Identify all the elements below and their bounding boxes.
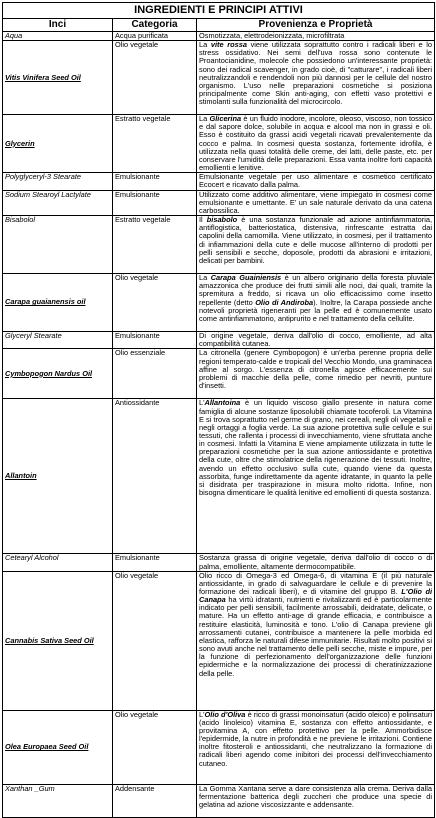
highlighted-term: L'Olio di Canapa <box>199 586 433 605</box>
table-row <box>3 274 435 332</box>
ingredients-page <box>2 2 434 818</box>
column-header-provenienza: Provenienza e Proprietà <box>197 19 435 32</box>
category-cell: Estratto vegetale <box>113 115 197 173</box>
category-cell: Olio essenziale <box>113 349 197 399</box>
inci-cell: Aqua <box>3 32 113 41</box>
description-cell: La Carapa Guainiensis è un albero originario della foresta pluviale amazzonica che produce dei frutti simili alle noci, dai quali, tramite la spremitura a freddo, si ricava un olio efficacissimo come insetto repellente (detto Olio di Andiroba). Inoltre, la Carapa possiede anche notevoli proprietà rigeneranti per la pelle ed è comunemente usato come antinfiammatorio, antiprurito e nel trattamento della cellulite. <box>197 274 435 332</box>
table-row <box>3 571 435 710</box>
inci-cell: Carapa guaianensis oil <box>3 274 113 332</box>
highlighted-term: vite rossa <box>210 40 247 50</box>
category-cell: Emulsionante <box>113 332 197 349</box>
inci-cell: Allantoin <box>3 399 113 554</box>
highlighted-term: Carapa Guainiensis <box>210 273 282 283</box>
table-row <box>3 784 435 817</box>
description-cell: Utilizzato come additivo alimentare, viene impiegato in cosmesi come emulsionante e umettante. E' un sale naturale derivato da una catena carbossilica. <box>197 190 435 215</box>
table-row <box>3 554 435 571</box>
description-cell: La Gomma Xantana serve a dare consistenza alla crema. Deriva dalla fermentazione batterica degli zuccheri che produce una specie di gelatina ad azione viscosizzante e addensante. <box>197 784 435 817</box>
table-row <box>3 41 435 115</box>
category-cell: Estratto vegetale <box>113 216 197 274</box>
inci-cell: Olea Europaea Seed Oil <box>3 710 113 784</box>
table-row <box>3 190 435 215</box>
description-cell: Il bisabolo è una sostanza funzionale ad azione antinfiammatoria, antiflogistica, batteriostatica, distensiva, rinfrescante estratta dai capolini della camomilla. Viene utilizzato, in cosmesi, per il trattamento di infiammazioni della cute e delle mucose all'interno di prodotti per pelli sensibili e secche, doposole, prodotti da abrasioni e irritazioni, delicati per bambini. <box>197 216 435 274</box>
table-title: INGREDIENTI E PRINCIPI ATTIVI <box>3 3 435 19</box>
header-row <box>3 19 435 32</box>
inci-cell: Cymbopogon Nardus Oil <box>3 349 113 399</box>
inci-cell: Xanthan _Gum <box>3 784 113 817</box>
highlighted-term: bisabolo <box>206 215 238 225</box>
inci-cell: Sodium Stearoyl Lactylate <box>3 190 113 215</box>
inci-cell: Glyceryl Stearate <box>3 332 113 349</box>
highlighted-term: Allantoina <box>204 398 241 408</box>
category-cell: Olio vegetale <box>113 41 197 115</box>
table-row <box>3 399 435 554</box>
table-row <box>3 115 435 173</box>
description-cell: L'Olio d'Oliva è ricco di grassi monoinsaturi (acido oleico) e polinsaturi (acido linoleico) vitamina E, sostanza con effetto antiossidante, e provitamina A, con effetto protettivo per la pelle. Ammorbidisce l'epidermide, la nutre in profondità e ne previene le irritazioni. Contiene inoltre fitosteroli e antiossidanti, che neutralizzano la formazione di radicali liberi agendo come inibitori dei processi dell'invecchiamento cutaneo. <box>197 710 435 784</box>
category-cell: Olio vegetale <box>113 571 197 710</box>
column-header-inci: Inci <box>3 19 113 32</box>
ingredients-body <box>3 32 435 818</box>
table-row <box>3 173 435 190</box>
description-cell: Di origine vegetale, deriva dall'olio di cocco, emolliente, ad alta compatibilità cutanea. <box>197 332 435 349</box>
title-row <box>3 3 435 19</box>
ingredients-table <box>2 2 435 818</box>
category-cell: Olio vegetale <box>113 274 197 332</box>
highlighted-term: Glicerina <box>209 114 242 124</box>
category-cell: Emulsionante <box>113 190 197 215</box>
description-cell: Sostanza grassa di origine vegetale, deriva dall'olio di cocco o di palma, emolliente, altamente dermocompatibile. <box>197 554 435 571</box>
category-cell: Antiossidante <box>113 399 197 554</box>
description-cell: Emulsionante vegetale per uso alimentare e cosmetico certificato Ecocert e ricavato dalla palma. <box>197 173 435 190</box>
description-cell: La Glicerina è un fluido inodore, incolore, oleoso, viscoso, non tossico e dal sapore dolce, solubile in acqua e alcool ma non in grassi e oli. Esso è costituito da grassi acidi vegetali ricavati prevalentemente da cocco e palma. In cosmesi questa sostanza, fortemente idrofila, è utilizzata nella quasi totalità delle creme, dei latti, delle paste, etc. per conservare l'umidità delle preparazioni. Essa vanta inoltre forti capacità emollienti e lenitive. <box>197 115 435 173</box>
inci-cell: Cannabis Sativa Seed Oil <box>3 571 113 710</box>
category-cell: Acqua purificata <box>113 32 197 41</box>
inci-cell: Bisabolol <box>3 216 113 274</box>
table-row <box>3 332 435 349</box>
inci-cell: Glycerin <box>3 115 113 173</box>
inci-cell: Polyglyceryl-3 Stearate <box>3 173 113 190</box>
table-row <box>3 216 435 274</box>
category-cell: Addensante <box>113 784 197 817</box>
description-cell: La vite rossa viene utilizzata soprattutto contro i radicali liberi e lo stress ossidativo. Nei semi dell'uva rossa sono contenute le Proantocianidine, molecole che possiedono un'interessante proprietà: sono dei radical scavenger, in grado cioè, di "catturare", i radicali liberi neutralizzandoli e rendendoli non più dannosi per le cellule del nostro organismo. L'uso nelle preparazioni cosmetiche si posiziona principalmente come Skin anti-aging, con effetti vaso protettivi e stimolanti sulla funzionalità del microcircolo. <box>197 41 435 115</box>
inci-cell: Cetearyl Alcohol <box>3 554 113 571</box>
inci-cell: Vitis Vinifera Seed Oil <box>3 41 113 115</box>
table-row <box>3 710 435 784</box>
description-cell: La citronella (genere Cymbopogon) è un'erba perenne propria delle regioni temperato-calde e tropicali del Vecchio Mondo, una graminacea affine al sorgo. L'essenza di citronella agisce efficacemente sui problemi di macchie della pelle, come rimedio per nevriti, punture d'insetti. <box>197 349 435 399</box>
highlighted-term: Olio di Andiroba <box>255 297 314 307</box>
category-cell: Olio vegetale <box>113 710 197 784</box>
highlighted-term: Olio d'Oliva <box>204 710 246 719</box>
table-row <box>3 349 435 399</box>
description-cell: Osmotizzata, elettrodeionizzata, microfiltrata <box>197 32 435 41</box>
description-cell: Olio ricco di Omega-3 ed Omega-6, di vitamina E (il più naturale antiossidante, in grado di salvaguardare le cellule e di prevenire la formazione dei radicali liberi), e di vitamine del gruppo B. L'Olio di Canapa ha virtù idratanti, nutrienti e rivitalizzanti ed è particolarmente indicato per pelli sensibili, facilmente arrossabili, deidratate, delicate, o mature. Ha un effetto anti-age di grande efficacia, e contribuisce a restituire elasticità, luminosità e tono. L'olio di Canapa previene gli arrossamenti cutanei, contribuisce a mantenere la pelle morbida ed elastica, rafforza le naturali difese immunitarie. Risultati molto positivi si sono avuti anche nel trattamento delle pelli secche, miste e impure, per la funzione di perfezionamento dell'organizzazione delle funzioni epidermiche e la normalizzazione dei processi di cheratinizzazione della pelle. <box>197 571 435 710</box>
description-cell: L'Allantoina è un liquido viscoso giallo presente in natura come famiglia di alcune sostanze liposolubili chiamate tocoferoli. La Vitamina E si trova soprattutto nel germe di grano, nei cereali, negli oli vegetali e negli ortaggi a foglia verde. La sua azione protettiva sulle cellule e sui tessuti, che rallenta i processi di invecchiamento, viene sfruttata anche in cosmesi. Infatti la Vitamina E viene ampiamente utilizzata in tutte le preparazioni cosmetiche per la sua azione antiossidante e protettiva della cute, oltre che stimolatrice della rigenerazione dei tessuti. Inoltre, avendo un effetto occlusivo sulla cute, quando viene da questa assorbita, funge indirettamente da agente idratante, in quanto la pelle si disidrata per traspirazione in misura molto ridotta. Infine, non bisogna dimenticare le qualità lenitive ed emollienti di questa sostanza. <box>197 399 435 554</box>
category-cell: Emulsionante <box>113 173 197 190</box>
column-header-categoria: Categoria <box>113 19 197 32</box>
category-cell: Emulsionante <box>113 554 197 571</box>
table-row <box>3 32 435 41</box>
